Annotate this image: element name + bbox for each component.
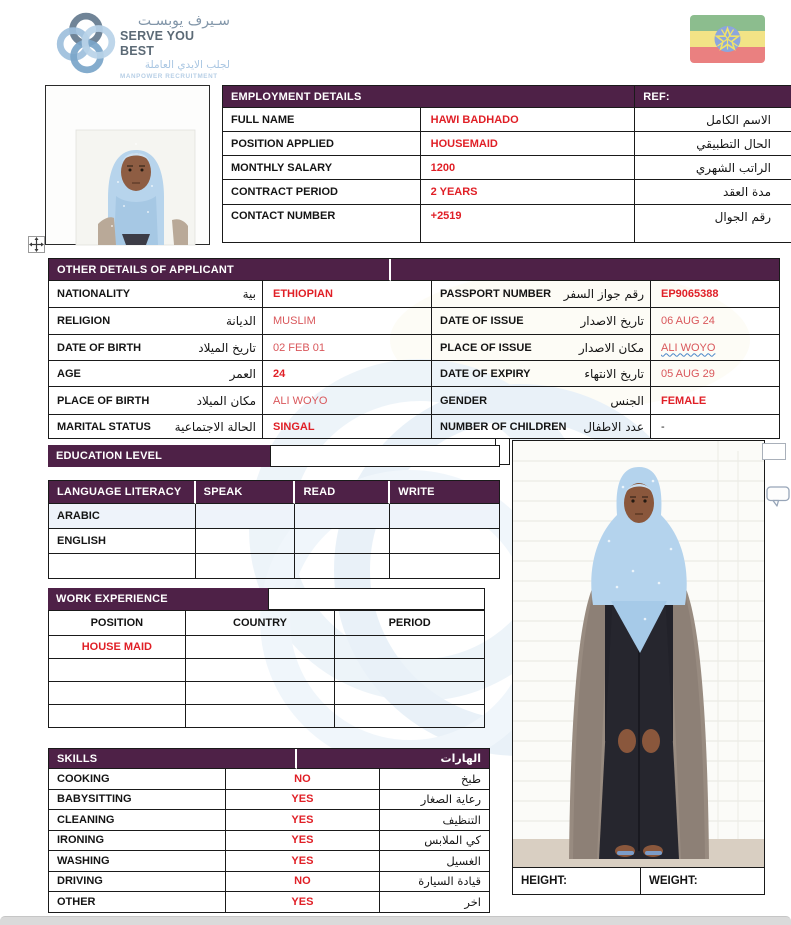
field-label: DATE OF BIRTH [57, 341, 142, 354]
skill-value: YES [291, 793, 314, 806]
skill-value: NO [294, 772, 311, 785]
skill-arabic: قيادة السيارة [418, 874, 481, 889]
field-value: FEMALE [661, 394, 707, 407]
field-label: PLACE OF ISSUE [440, 341, 532, 354]
skill-label: CLEANING [57, 813, 115, 826]
field-value: ALI WOYO [273, 394, 328, 407]
skill-label: WASHING [57, 854, 110, 867]
field-label: DATE OF EXPIRY [440, 367, 531, 380]
field-value: ETHIOPIAN [273, 288, 333, 300]
language-literacy-table [48, 480, 500, 579]
field-value: SINGAL [273, 420, 315, 433]
field-arabic-label: العمر [229, 366, 256, 381]
field-arabic-label: الحالة الاجتماعية [174, 419, 256, 434]
work-period [335, 682, 485, 705]
field-arabic-label: مكان الاصدار [578, 340, 644, 355]
field-arabic-label: عدد الاطفال [583, 419, 644, 434]
skill-label: BABYSITTING [57, 793, 132, 806]
height-label: HEIGHT: [521, 875, 567, 887]
logo-text-block [120, 13, 230, 81]
skill-label: IRONING [57, 834, 105, 847]
field-label: AGE [57, 367, 81, 380]
work-period [335, 659, 485, 682]
applicant-headshot-photo [45, 85, 210, 245]
field-value: +2519 [430, 210, 462, 222]
ethiopia-flag [690, 15, 765, 63]
skill-arabic: رعاية الصغار [420, 792, 481, 807]
work-country [186, 682, 336, 705]
field-label: MONTHLY SALARY [231, 161, 333, 174]
field-value: 1200 [430, 161, 456, 174]
work-position: HOUSE MAID [81, 641, 152, 653]
other-details-table [48, 258, 780, 439]
field-arabic-label: رقم جواز السفر [563, 287, 644, 301]
field-label: PLACE OF BIRTH [57, 394, 150, 407]
employment-details-table [222, 85, 791, 243]
field-label: PASSPORT NUMBER [440, 288, 552, 300]
field-label: DATE OF ISSUE [440, 315, 524, 327]
column-header: PERIOD [388, 617, 431, 629]
education-level-title: EDUCATION LEVEL [48, 445, 270, 467]
column-header: READ [295, 481, 390, 504]
field-value: EP9065388 [661, 288, 719, 300]
field-arabic-label: بية [242, 287, 256, 301]
field-label: CONTACT NUMBER [231, 210, 336, 222]
field-label: NUMBER OF CHILDREN [440, 420, 567, 433]
field-value: 24 [273, 367, 286, 380]
skill-label: OTHER [57, 895, 96, 908]
language-name: ENGLISH [57, 535, 106, 547]
work-experience-title-row [48, 588, 485, 610]
work-position [49, 659, 186, 682]
other-details-title: OTHER DETAILS OF APPLICANT [49, 259, 391, 281]
field-arabic-label: الديانة [225, 314, 256, 328]
field-arabic-label: الاسم الكامل [706, 112, 771, 127]
skills-table [48, 748, 490, 913]
field-arabic-label: الراتب الشهري [695, 160, 771, 175]
field-label: MARITAL STATUS [57, 420, 151, 433]
field-label: POSITION APPLIED [231, 137, 334, 150]
field-value: 2 YEARS [430, 186, 478, 198]
language-name: ARABIC [57, 510, 100, 522]
skill-label: COOKING [57, 772, 110, 785]
work-country [186, 659, 336, 682]
employment-ref-label: REF: [635, 86, 791, 108]
employment-details-title: EMPLOYMENT DETAILS [223, 86, 635, 108]
fullbody-photo-table [512, 440, 765, 895]
column-header: COUNTRY [233, 617, 287, 629]
work-experience-title-blank [268, 588, 485, 610]
work-period [335, 705, 485, 728]
applicant-fullbody-photo [513, 441, 764, 867]
skill-value: YES [291, 854, 314, 867]
field-value: - [661, 420, 665, 433]
field-arabic-label: تاريخ الميلاد [198, 340, 256, 355]
work-experience-table [48, 610, 485, 728]
field-value: 06 AUG 24 [661, 315, 715, 327]
column-header: LANGUAGE LITERACY [49, 481, 196, 504]
logo-arabic-name: سـيرف يوبسـت [137, 13, 230, 29]
field-arabic-label: مدة العقد [723, 185, 771, 199]
field-label: FULL NAME [231, 113, 295, 126]
work-period [335, 636, 485, 659]
education-level-section [48, 445, 500, 467]
field-label: NATIONALITY [57, 288, 131, 300]
logo-knot-icon [55, 12, 117, 74]
education-level-value [270, 445, 500, 467]
skill-arabic: طبخ [460, 771, 481, 786]
skills-title: SKILLS [49, 749, 297, 769]
field-value: ALI WOYO [661, 341, 716, 354]
logo-english-name: SERVE YOU BEST [120, 29, 195, 58]
work-experience-title: WORK EXPERIENCE [48, 588, 268, 610]
table-move-handle-icon[interactable] [28, 236, 45, 253]
skill-arabic: الغسيل [446, 853, 481, 868]
weight-label: WEIGHT: [649, 875, 698, 887]
field-label: GENDER [440, 394, 488, 407]
field-arabic-label: تاريخ الاصدار [580, 314, 644, 328]
logo-english-tagline: MANPOWER RECRUITMENT [120, 73, 218, 80]
field-label: CONTRACT PERIOD [231, 186, 338, 198]
field-value: HOUSEMAID [430, 137, 498, 150]
skill-arabic: كي الملابس [424, 833, 481, 848]
field-label: RELIGION [57, 315, 111, 327]
field-value: MUSLIM [273, 315, 316, 327]
skill-arabic: التنظيف [442, 812, 481, 827]
column-header: POSITION [90, 617, 144, 629]
field-arabic-label: مكان الميلاد [196, 393, 256, 408]
skill-value: YES [291, 813, 314, 826]
field-arabic-label: رقم الجوال [714, 210, 771, 224]
field-arabic-label: الجنس [610, 393, 644, 408]
field-arabic-label: الحال التطبيقي [696, 136, 771, 151]
skills-title-arabic: الهارات [440, 752, 481, 765]
skill-label: DRIVING [57, 875, 103, 888]
skill-value: NO [294, 875, 311, 888]
field-arabic-label: تاريخ الانتهاء [584, 366, 644, 381]
anchor-box [762, 443, 786, 460]
field-value: 05 AUG 29 [661, 367, 715, 380]
skill-arabic: اخر [464, 894, 481, 909]
work-country [186, 636, 336, 659]
window-bottom-strip [0, 916, 791, 925]
work-position [49, 705, 186, 728]
comment-icon[interactable] [766, 486, 791, 508]
work-country [186, 705, 336, 728]
column-header: WRITE [390, 481, 500, 504]
work-position [49, 682, 186, 705]
skill-value: YES [291, 895, 314, 908]
column-header: SPEAK [196, 481, 296, 504]
field-value: HAWI BADHADO [430, 113, 519, 126]
logo-arabic-tagline: لجلب الايدي العاملة [144, 59, 230, 71]
skill-value: YES [291, 834, 314, 847]
field-value: 02 FEB 01 [273, 341, 325, 354]
